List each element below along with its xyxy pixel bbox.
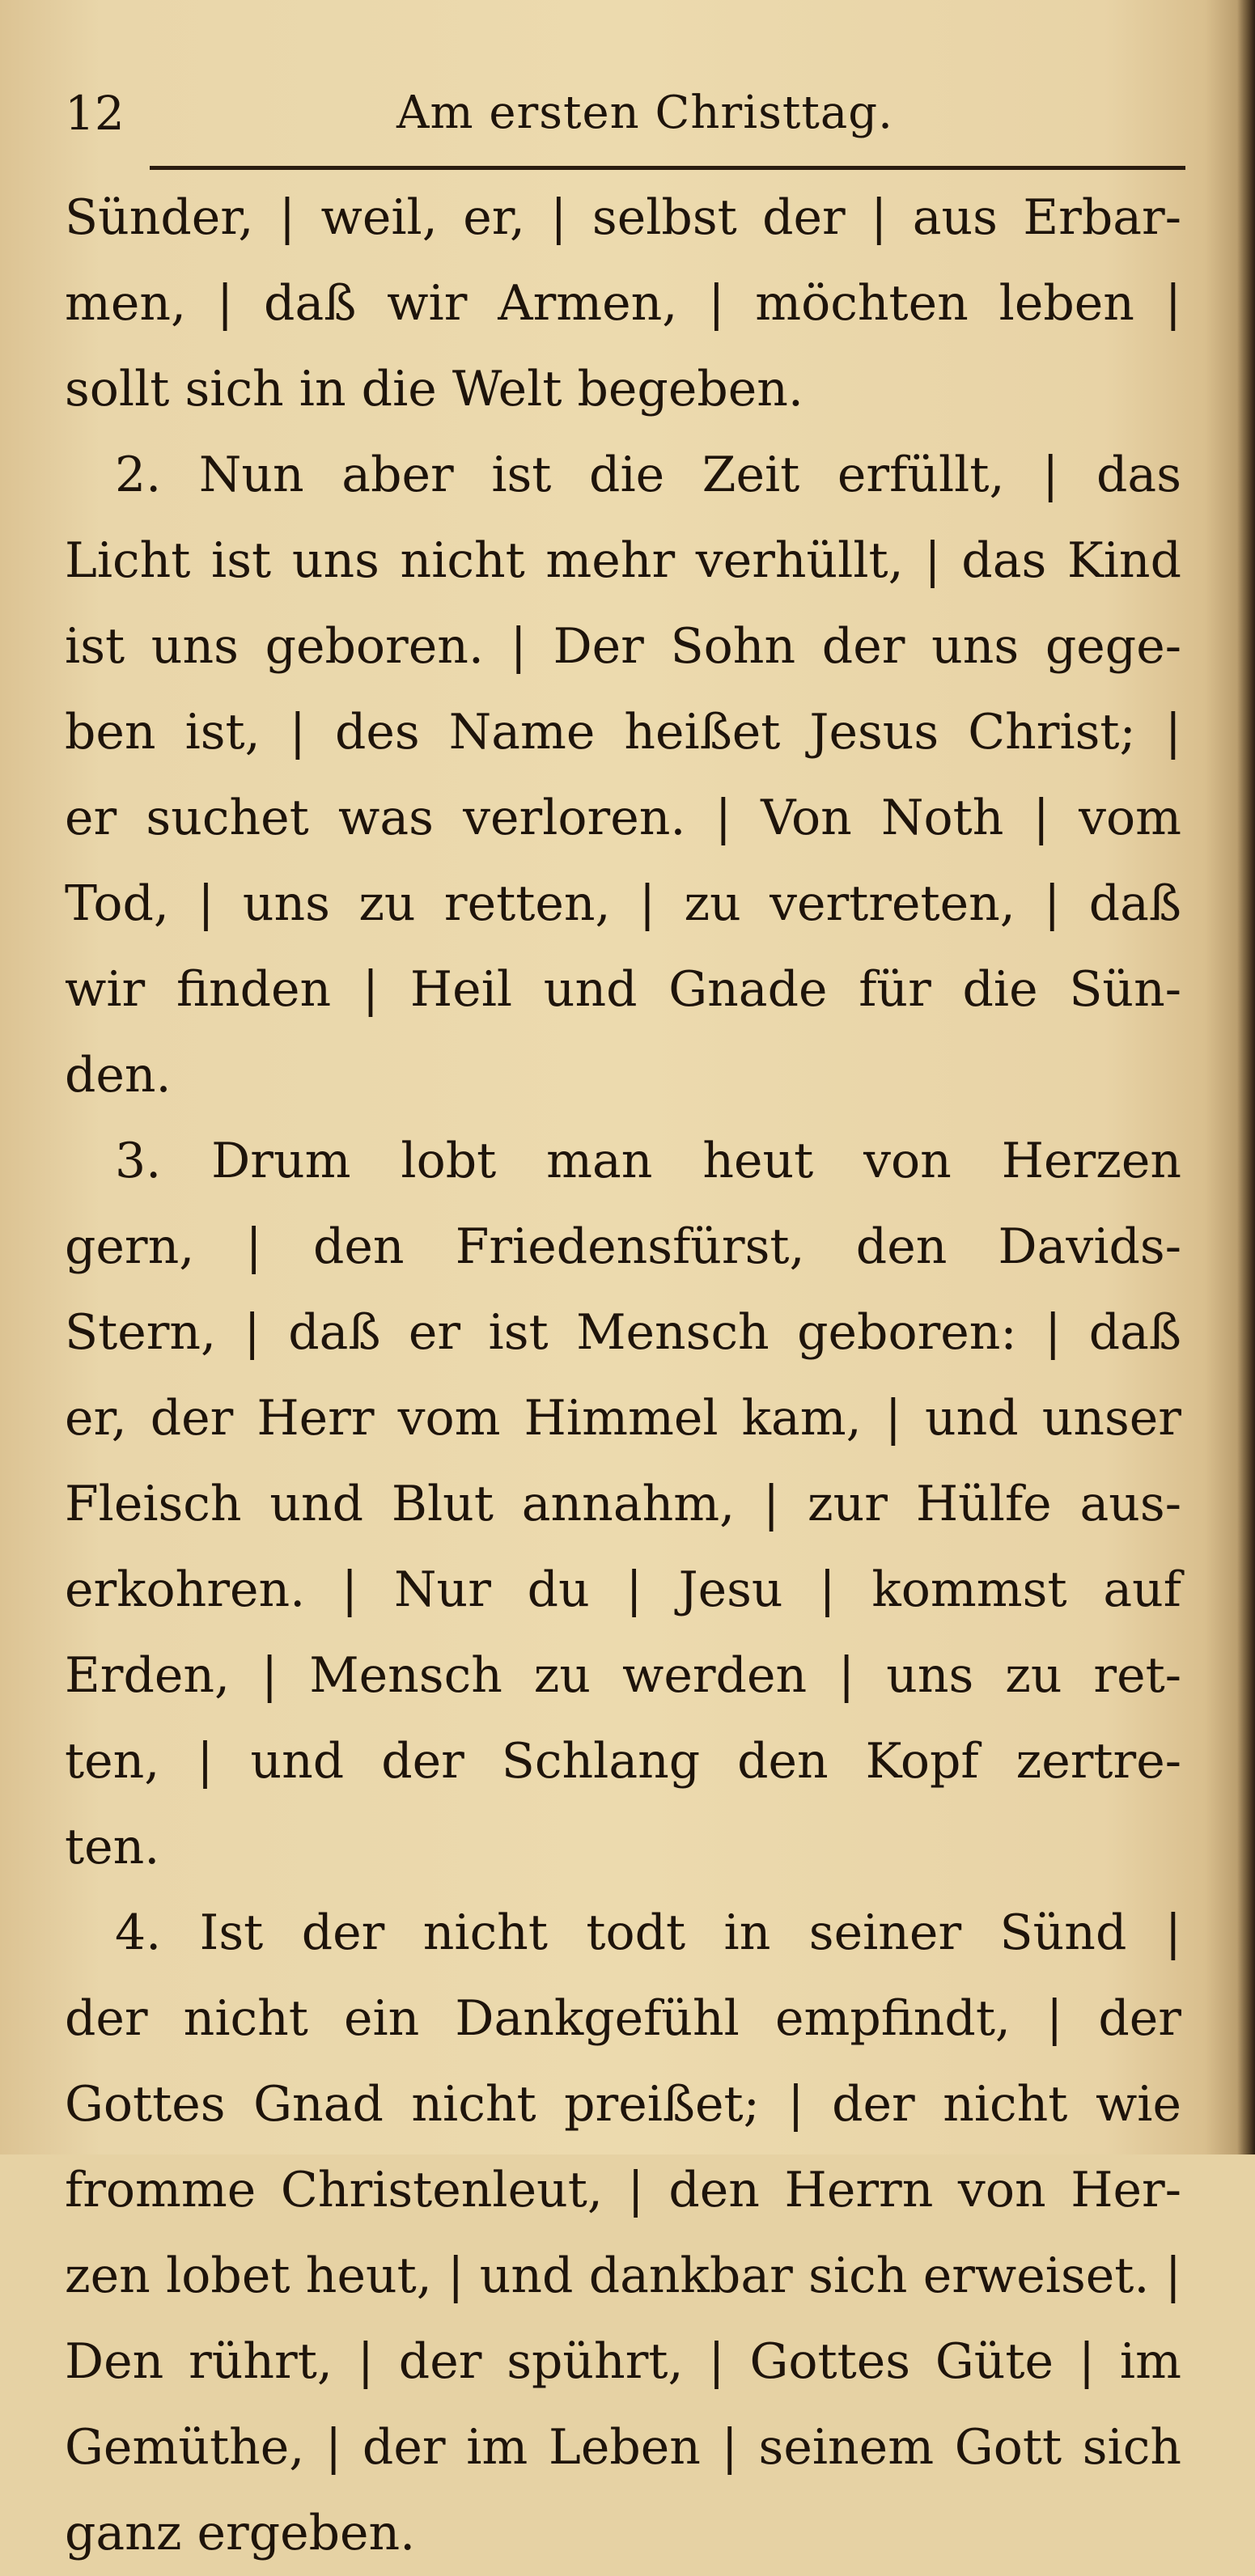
page-number: 12 — [65, 86, 125, 141]
text-line: wir finden | Heil und Gnade für die Sün- — [65, 961, 1181, 1018]
page-gutter-shadow — [1237, 0, 1255, 2154]
text-line: gern, | den Friedensfürst, den Davids- — [65, 1218, 1181, 1275]
verse-3-start: 3. Drum lobt man heut von Herzen — [115, 1133, 1181, 1189]
text-line: ten. — [65, 1819, 160, 1875]
text-line: Gottes Gnad nicht preißet; | der nicht wie — [65, 2076, 1181, 2133]
running-title: Am ersten Christtag. — [396, 87, 893, 139]
text-line: zen lobet heut, | und dankbar sich erweiset. | — [65, 2248, 1181, 2304]
text-line: Licht ist uns nicht mehr verhüllt, | das Kind — [65, 532, 1181, 589]
text-line: ben ist, | des Name heißet Jesus Christ; | — [65, 704, 1181, 761]
verse-2-start: 2. Nun aber ist die Zeit erfüllt, | das — [115, 447, 1181, 503]
verse-4-start: 4. Ist der nicht todt in seiner Sünd | — [115, 1904, 1181, 1961]
text-line: Sünder, | weil, er, | selbst der | aus Erbar- — [65, 189, 1181, 246]
header-rule — [150, 166, 1185, 170]
text-line: men, | daß wir Armen, | möchten leben | — [65, 275, 1181, 332]
text-line: er suchet was verloren. | Von Noth | vom — [65, 790, 1181, 846]
text-line: ganz ergeben. — [65, 2505, 416, 2561]
text-line: Erden, | Mensch zu werden | uns zu ret- — [65, 1647, 1181, 1704]
text-line: erkohren. | Nur du | Jesu | kommst auf — [65, 1561, 1181, 1618]
text-line: Tod, | uns zu retten, | zu vertreten, | daß — [65, 875, 1181, 932]
hymn-text — [65, 175, 1181, 2576]
text-line: er, der Herr vom Himmel kam, | und unser — [65, 1390, 1181, 1447]
text-line: der nicht ein Dankgefühl empfindt, | der — [65, 1990, 1181, 2047]
text-line: ten, | und der Schlang den Kopf zertre- — [65, 1733, 1181, 1790]
text-line: ist uns geboren. | Der Sohn der uns gege- — [65, 618, 1181, 675]
text-line: sollt sich in die Welt begeben. — [65, 361, 803, 417]
text-line: Gemüthe, | der im Leben | seinem Gott sich — [65, 2419, 1181, 2476]
running-head — [65, 77, 1189, 150]
text-line: den. — [65, 1047, 172, 1104]
text-line: Stern, | daß er ist Mensch geboren: | daß — [65, 1304, 1181, 1361]
text-line: Den rührt, | der spührt, | Gottes Güte | im — [65, 2333, 1181, 2390]
text-line: fromme Christenleut, | den Herrn von Her- — [65, 2162, 1181, 2218]
text-line: Fleisch und Blut annahm, | zur Hülfe aus- — [65, 1476, 1181, 1532]
